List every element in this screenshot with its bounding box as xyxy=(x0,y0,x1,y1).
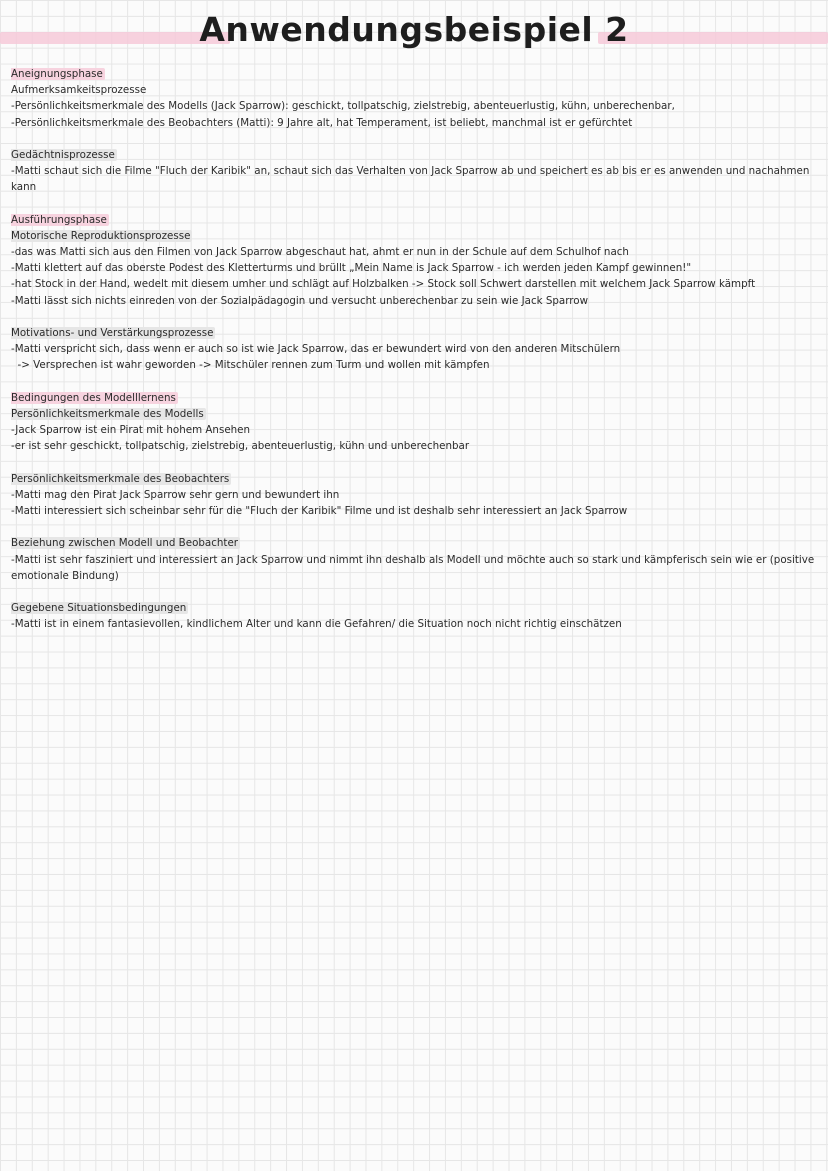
subheading-text: Motorische Reproduktionsprozesse xyxy=(11,229,191,242)
phase-heading-text: Bedingungen des Modelllernens xyxy=(11,391,176,404)
note-line: -Matti lässt sich nichts einreden von der Sozialpädagogin und versucht unberechenbar zu sein wie Jack Sparrow xyxy=(11,294,589,307)
phase-heading-bedingungen xyxy=(11,390,816,406)
phase-heading-aneignung xyxy=(11,66,816,82)
note-line: -Matti ist in einem fantasievollen, kindlichem Alter und kann die Gefahren/ die Situation noch nicht richtig einschätzen xyxy=(11,618,622,631)
subheading-motorisch xyxy=(11,228,816,244)
subheading-text: Beziehung zwischen Modell und Beobachter xyxy=(11,537,239,550)
subheading-modell xyxy=(11,406,816,422)
note-line: -Matti mag den Pirat Jack Sparrow sehr gern und bewundert ihn xyxy=(11,488,340,501)
note-line: -Matti schaut sich die Filme "Fluch der Karibik" an, schaut sich das Verhalten von Jack Sparrow ab und speichert es ab bis er es anwenden und nachahmen kann xyxy=(11,165,810,194)
subheading-motivation xyxy=(11,325,816,341)
note-line: -Jack Sparrow ist ein Pirat mit hohem Ansehen xyxy=(11,424,251,437)
subheading-text: Persönlichkeitsmerkmale des Modells xyxy=(11,407,204,420)
note-line: -das was Matti sich aus den Filmen von Jack Sparrow abgeschaut hat, ahmt er nun in der Schule auf dem Schulhof nach xyxy=(11,246,629,259)
note-line: -Matti klettert auf das oberste Podest des Kletterturms und brüllt „Mein Name is Jack Sparrow - ich werden jeden Kampf gewinnen!" xyxy=(11,262,692,275)
note-line: -Persönlichkeitsmerkmale des Beobachters (Matti): 9 Jahre alt, hat Temperament, ist beliebt, manchmal ist er gefürchtet xyxy=(11,116,633,129)
note-line: -er ist sehr geschickt, tollpatschig, zielstrebig, abenteuerlustig, kühn und unberechenbar xyxy=(11,440,470,453)
phase-heading-ausfuehrung xyxy=(11,212,816,228)
subheading-beobachter xyxy=(11,471,816,487)
phase-heading-text: Ausführungsphase xyxy=(11,213,107,226)
subheading-text: Persönlichkeitsmerkmale des Beobachters xyxy=(11,472,230,485)
note-line: -Persönlichkeitsmerkmale des Modells (Jack Sparrow): geschickt, tollpatschig, zielstrebig, abenteuerlustig, kühn, unberechenbar, xyxy=(11,100,675,113)
subheading-beziehung xyxy=(11,535,816,551)
notes-content xyxy=(11,66,816,633)
note-line: -Matti verspricht sich, dass wenn er auch so ist wie Jack Sparrow, das er bewundert wird von den anderen Mitschülern xyxy=(11,343,621,356)
page-title: Anwendungsbeispiel 2 xyxy=(199,10,629,49)
title-area xyxy=(0,8,828,56)
subheading-text: Gegebene Situationsbedingungen xyxy=(11,602,187,615)
subheading-gedaechtnis xyxy=(11,147,816,163)
phase-heading-text: Aneignungsphase xyxy=(11,68,103,80)
note-line: -Matti ist sehr fasziniert und interessiert an Jack Sparrow und nimmt ihn deshalb als Modell und möchte auch so stark und kämpferisch sein wie er (positive emotionale Bindung) xyxy=(11,553,815,582)
note-line: -hat Stock in der Hand, wedelt mit diesem umher und schlägt auf Holzbalken -> Stock soll Schwert darstellen mit welchem Jack Sparrow kämpft xyxy=(11,278,756,291)
subheading-aufmerksamkeit: Aufmerksamkeitsprozesse xyxy=(11,84,147,97)
subheading-text: Motivations- und Verstärkungsprozesse xyxy=(11,327,214,340)
subheading-situation xyxy=(11,600,816,616)
subheading-text: Gedächtnisprozesse xyxy=(11,148,115,161)
note-line: -Matti interessiert sich scheinbar sehr für die "Fluch der Karibik" Filme und ist deshalb sehr interessiert an Jack Sparrow xyxy=(11,505,628,518)
note-line: -> Versprechen ist wahr geworden -> Mitschüler rennen zum Turm und wollen mit kämpfen xyxy=(11,359,490,372)
